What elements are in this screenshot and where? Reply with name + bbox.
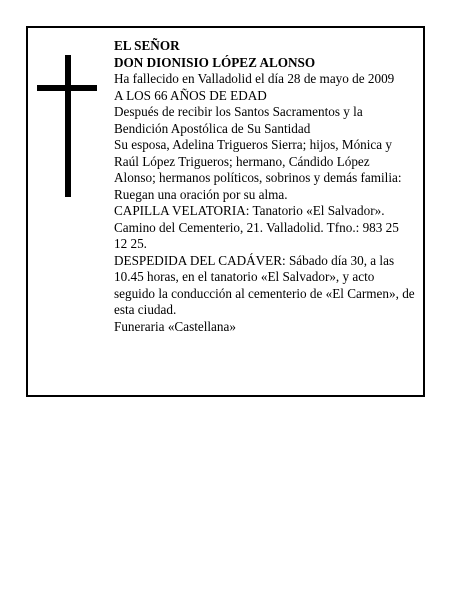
funeral-home-line: Funeraria «Castellana» [114, 318, 236, 334]
deceased-name: DON DIONISIO LÓPEZ ALONSO [114, 54, 316, 70]
family-line: Alonso; hermanos políticos, sobrinos y demás familia: [114, 170, 402, 185]
family-line: Su esposa, Adelina Trigueros Sierra; hijos, Mónica y [114, 137, 393, 152]
farewell-line: esta ciudad. [114, 302, 177, 317]
chapel-address-line: 12 25. [114, 236, 147, 251]
obituary-text [114, 38, 422, 335]
prayer-line: Ruegan una oración por su alma. [114, 186, 288, 202]
chapel-line: CAPILLA VELATORIA: Tanatorio «El Salvador». [114, 203, 385, 218]
cross-icon [65, 55, 71, 197]
sacraments-line: Bendición Apostólica de Su Santidad [114, 120, 311, 136]
farewell-line: DESPEDIDA DEL CADÁVER: Sábado día 30, a las [114, 252, 395, 268]
cross-icon-bar [37, 85, 97, 91]
death-date-line: Ha fallecido en Valladolid el día 28 de mayo de 2009 [114, 71, 395, 86]
sacraments-line: Después de recibir los Santos Sacramentos y la [114, 104, 363, 119]
family-line: Raúl López Trigueros; hermano, Cándido López [114, 153, 370, 169]
age-line: A LOS 66 AÑOS DE EDAD [114, 87, 267, 103]
farewell-line: seguido la conducción al cementerio de «El Carmen», de [114, 285, 415, 301]
title-line: EL SEÑOR [114, 38, 180, 53]
farewell-line: 10.45 horas, en el tanatorio «El Salvador», y acto [114, 269, 375, 284]
chapel-address-line: Camino del Cementerio, 21. Valladolid. Tfno.: 983 25 [114, 219, 399, 235]
